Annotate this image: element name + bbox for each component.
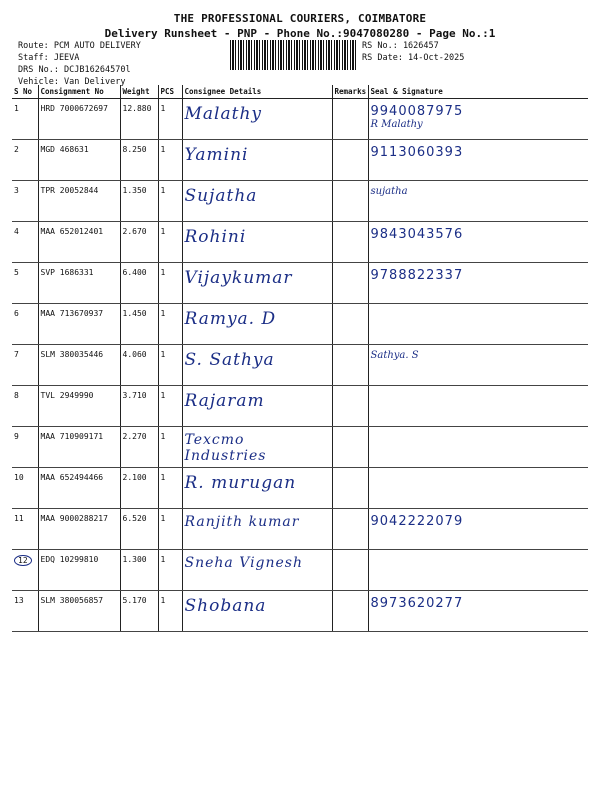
signature-cell xyxy=(368,509,588,550)
barcode xyxy=(230,40,356,70)
weight-cell: 1.450 xyxy=(120,304,158,345)
consignee-handwriting: Sujatha xyxy=(184,186,258,206)
consignee-handwriting: Yamini xyxy=(184,145,249,165)
serial-number: 13 xyxy=(14,596,24,605)
table-row xyxy=(12,468,588,509)
consignee-handwriting: Sneha Vignesh xyxy=(184,555,304,571)
table-row xyxy=(12,222,588,263)
staff-label: Staff: JEEVA xyxy=(18,53,80,63)
vehicle-label: Vehicle: Van Delivery xyxy=(18,77,126,87)
phone-handwriting: 9843043576 xyxy=(370,227,464,242)
table-row xyxy=(12,591,588,632)
serial-number: 3 xyxy=(14,186,19,195)
col-pcs: PCS xyxy=(158,85,182,99)
signature-cell xyxy=(368,263,588,304)
pcs-cell: 1 xyxy=(158,222,182,263)
col-seal-signature: Seal & Signature xyxy=(368,85,588,99)
consignee-cell xyxy=(182,181,332,222)
serial-number: 9 xyxy=(14,432,19,441)
table-row xyxy=(12,140,588,181)
remarks-cell xyxy=(332,386,368,427)
remarks-cell xyxy=(332,181,368,222)
serial-number: 1 xyxy=(14,104,19,113)
consignee-cell xyxy=(182,468,332,509)
weight-cell: 6.520 xyxy=(120,509,158,550)
signature-cell xyxy=(368,427,588,468)
col-weight: Weight xyxy=(120,85,158,99)
circled-serial: 12 xyxy=(14,555,32,566)
consignee-handwriting: Malathy xyxy=(184,104,262,124)
pcs-cell: 1 xyxy=(158,99,182,140)
consignee-handwriting: Ramya. D xyxy=(184,309,277,329)
weight-cell: 2.270 xyxy=(120,427,158,468)
consignment-number: SLM 380035446 xyxy=(38,345,120,386)
serial-cell xyxy=(12,468,38,509)
serial-cell xyxy=(12,386,38,427)
consignee-cell xyxy=(182,140,332,181)
serial-cell xyxy=(12,263,38,304)
signature-cell xyxy=(368,468,588,509)
table-header-row xyxy=(12,85,588,99)
remarks-cell xyxy=(332,222,368,263)
weight-cell: 8.250 xyxy=(120,140,158,181)
serial-cell xyxy=(12,427,38,468)
weight-cell: 6.400 xyxy=(120,263,158,304)
serial-number: 8 xyxy=(14,391,19,400)
table-row xyxy=(12,550,588,591)
table-row xyxy=(12,99,588,140)
pcs-cell: 1 xyxy=(158,304,182,345)
col-sno: S No xyxy=(12,85,38,99)
consignment-number: MAA 713670937 xyxy=(38,304,120,345)
serial-number: 10 xyxy=(14,473,24,482)
weight-cell: 2.670 xyxy=(120,222,158,263)
signature-handwriting: R Malathy xyxy=(370,119,423,130)
serial-cell xyxy=(12,591,38,632)
remarks-cell xyxy=(332,550,368,591)
consignment-number: MAA 652494466 xyxy=(38,468,120,509)
serial-number: 7 xyxy=(14,350,19,359)
runsheet-subtitle: Delivery Runsheet - PNP - Phone No.:9047080280 - Page No.:1 xyxy=(104,27,496,40)
pcs-cell: 1 xyxy=(158,591,182,632)
table-row xyxy=(12,386,588,427)
rs-number: RS No.: 1626457 xyxy=(362,41,439,51)
phone-handwriting: 9042222079 xyxy=(370,514,464,529)
serial-cell xyxy=(12,345,38,386)
pcs-cell: 1 xyxy=(158,468,182,509)
serial-cell xyxy=(12,181,38,222)
weight-cell: 5.170 xyxy=(120,591,158,632)
consignment-number: MAA 9000288217 xyxy=(38,509,120,550)
serial-number: 5 xyxy=(14,268,19,277)
consignee-cell xyxy=(182,427,332,468)
drs-label: DRS No.: DCJB16264570l xyxy=(18,65,131,75)
phone-handwriting: 9113060393 xyxy=(370,145,464,160)
signature-cell xyxy=(368,591,588,632)
consignee-handwriting: Shobana xyxy=(184,596,267,616)
runsheet-meta-left xyxy=(18,40,141,88)
table-row xyxy=(12,509,588,550)
weight-cell: 1.350 xyxy=(120,181,158,222)
consignment-number: SLM 380056857 xyxy=(38,591,120,632)
runsheet-table xyxy=(12,85,588,632)
remarks-cell xyxy=(332,140,368,181)
weight-cell: 12.880 xyxy=(120,99,158,140)
consignee-cell xyxy=(182,99,332,140)
pcs-cell: 1 xyxy=(158,263,182,304)
consignment-number: TVL 2949990 xyxy=(38,386,120,427)
consignee-handwriting: S. Sathya xyxy=(184,350,275,370)
consignee-handwriting: Vijaykumar xyxy=(184,268,293,288)
consignee-handwriting: Rohini xyxy=(184,227,247,247)
table-row xyxy=(12,263,588,304)
runsheet-meta-right xyxy=(362,40,464,64)
signature-cell xyxy=(368,345,588,386)
serial-number: 6 xyxy=(14,309,19,318)
consignment-number: MAA 710909171 xyxy=(38,427,120,468)
pcs-cell: 1 xyxy=(158,509,182,550)
consignee-cell xyxy=(182,304,332,345)
consignment-number: TPR 20052844 xyxy=(38,181,120,222)
company-title: THE PROFESSIONAL COURIERS, COIMBATORE xyxy=(173,12,427,25)
remarks-cell xyxy=(332,99,368,140)
remarks-cell xyxy=(332,345,368,386)
consignee-cell xyxy=(182,345,332,386)
table-row xyxy=(12,304,588,345)
signature-handwriting: sujatha xyxy=(370,186,408,197)
rs-date: RS Date: 14-Oct-2025 xyxy=(362,53,465,63)
weight-cell: 1.300 xyxy=(120,550,158,591)
serial-cell xyxy=(12,304,38,345)
serial-cell xyxy=(12,509,38,550)
consignment-number: SVP 1686331 xyxy=(38,263,120,304)
serial-cell xyxy=(12,140,38,181)
consignee-cell xyxy=(182,509,332,550)
col-consignee: Consignee Details xyxy=(182,85,332,99)
phone-handwriting: 8973620277 xyxy=(370,596,464,611)
consignment-number: MAA 652012401 xyxy=(38,222,120,263)
consignee-cell xyxy=(182,550,332,591)
table-row xyxy=(12,427,588,468)
signature-cell xyxy=(368,140,588,181)
pcs-cell: 1 xyxy=(158,140,182,181)
serial-cell xyxy=(12,222,38,263)
pcs-cell: 1 xyxy=(158,386,182,427)
col-remarks: Remarks xyxy=(332,85,368,99)
weight-cell: 4.060 xyxy=(120,345,158,386)
signature-cell xyxy=(368,99,588,140)
pcs-cell: 1 xyxy=(158,181,182,222)
signature-cell xyxy=(368,550,588,591)
consignment-number: HRD 7000672697 xyxy=(38,99,120,140)
signature-handwriting: Sathya. S xyxy=(370,350,419,361)
consignee-handwriting: Ranjith kumar xyxy=(184,514,300,530)
consignee-cell xyxy=(182,222,332,263)
serial-number: 2 xyxy=(14,145,19,154)
remarks-cell xyxy=(332,509,368,550)
serial-cell xyxy=(12,99,38,140)
phone-handwriting: 9788822337 xyxy=(370,268,464,283)
pcs-cell: 1 xyxy=(158,550,182,591)
table-row xyxy=(12,345,588,386)
remarks-cell xyxy=(332,468,368,509)
remarks-cell xyxy=(332,304,368,345)
consignee-handwriting: Texcmo Industries xyxy=(184,432,267,464)
table-row xyxy=(12,181,588,222)
pcs-cell: 1 xyxy=(158,345,182,386)
consignee-cell xyxy=(182,591,332,632)
signature-cell xyxy=(368,181,588,222)
consignment-number: EDQ 10299810 xyxy=(38,550,120,591)
serial-number: 4 xyxy=(14,227,19,236)
pcs-cell: 1 xyxy=(158,427,182,468)
serial-number: 11 xyxy=(14,514,24,523)
remarks-cell xyxy=(332,591,368,632)
signature-cell xyxy=(368,304,588,345)
col-consignment: Consignment No xyxy=(38,85,120,99)
consignee-handwriting: Rajaram xyxy=(184,391,265,411)
serial-cell xyxy=(12,550,38,591)
consignee-handwriting: R. murugan xyxy=(184,473,297,493)
consignment-number: MGD 468631 xyxy=(38,140,120,181)
route-label: Route: PCM AUTO DELIVERY xyxy=(18,41,141,51)
signature-cell xyxy=(368,386,588,427)
consignee-cell xyxy=(182,386,332,427)
remarks-cell xyxy=(332,427,368,468)
consignee-cell xyxy=(182,263,332,304)
phone-handwriting: 9940087975 xyxy=(370,104,464,119)
weight-cell: 2.100 xyxy=(120,468,158,509)
weight-cell: 3.710 xyxy=(120,386,158,427)
signature-cell xyxy=(368,222,588,263)
remarks-cell xyxy=(332,263,368,304)
